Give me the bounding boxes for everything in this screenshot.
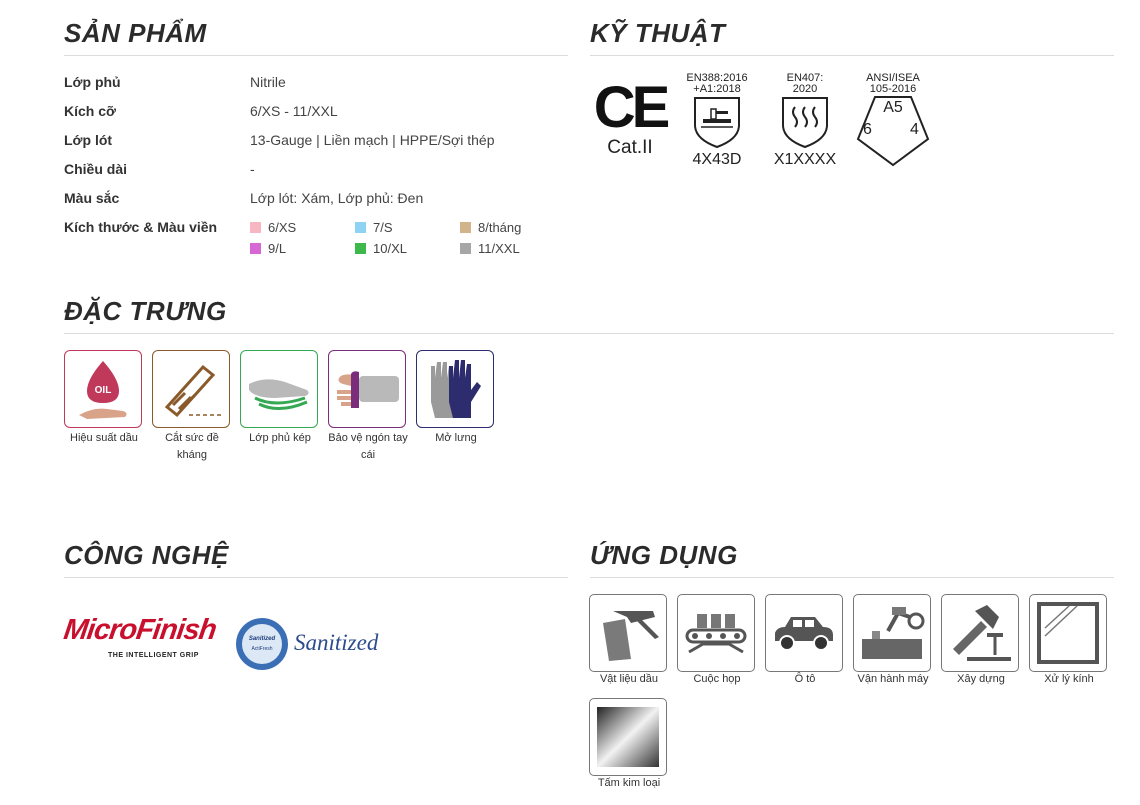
- application-frame: [853, 594, 931, 672]
- swatch-label: 11/XXL: [478, 241, 520, 256]
- spec-label: Kích thước & Màu viền: [64, 219, 218, 235]
- ce-category: Cat.II: [607, 137, 653, 158]
- application-automotive: [765, 594, 845, 685]
- ce-mark: [590, 75, 670, 160]
- application-label: Vật liệu dầu: [599, 673, 659, 685]
- application-machine-operation: [853, 594, 933, 685]
- section-title-applications: ỨNG DỤNG: [590, 540, 738, 570]
- divider: [64, 55, 568, 56]
- ce-logo-icon: CE: [593, 75, 667, 140]
- application-frame: [677, 594, 755, 672]
- feature-label: Mở lưng: [435, 432, 477, 444]
- sanitized-badge-bottom: ActiFresh: [251, 646, 273, 652]
- sanitized-badge-inner: [242, 624, 282, 664]
- section-title-technical: KỸ THUẬT: [590, 18, 726, 48]
- ansi-badge: [855, 73, 931, 167]
- section-title-technology: CÔNG NGHỆ: [64, 540, 229, 570]
- size-swatch-9l: [250, 241, 286, 256]
- swatch-color: [250, 243, 261, 254]
- hammer-icon: [947, 603, 1013, 663]
- application-label: Tấm kim loại: [597, 777, 661, 789]
- application-glass-handling: [1029, 594, 1109, 685]
- size-swatch-6xs: [250, 220, 296, 235]
- en388-code: 4X43D: [692, 151, 742, 168]
- oil-drop-hand-icon: [73, 357, 133, 421]
- feature-double-coating: [240, 350, 320, 447]
- application-assembly: [677, 594, 757, 685]
- application-label: Ô tô: [794, 673, 816, 685]
- shield-hammer-icon: [691, 95, 743, 149]
- sheet-metal-icon: [595, 705, 661, 769]
- application-frame: [589, 594, 667, 672]
- application-construction: [941, 594, 1021, 685]
- sanitized-badge-top: Sanitized: [248, 636, 276, 642]
- application-label: Cuộc họp: [693, 673, 741, 685]
- spec-row-size: [64, 103, 564, 125]
- spec-row-coating: [64, 74, 564, 96]
- swatch-color: [460, 243, 471, 254]
- application-frame: [941, 594, 1019, 672]
- en388-amendment: +A1:2018: [693, 83, 741, 95]
- en407-badge: [770, 73, 840, 169]
- application-label: Vận hành máy: [857, 673, 929, 685]
- feature-oil-performance: [64, 350, 144, 447]
- application-label: Xây dựng: [957, 673, 1005, 685]
- feature-frame: [64, 350, 142, 428]
- ansi-pentagon: [855, 95, 931, 167]
- microfinish-tagline: THE INTELLIGENT GRIP: [108, 652, 199, 659]
- en388-badge: [682, 73, 752, 169]
- car-icon: [771, 613, 837, 653]
- swatch-label: 6/XS: [268, 220, 297, 235]
- feature-label: Bảo vệ ngón tay cái: [328, 432, 408, 461]
- application-frame: [1029, 594, 1107, 672]
- feature-frame: [152, 350, 230, 428]
- cut-resistance-icon: [159, 357, 223, 421]
- spec-label: Màu sắc: [64, 190, 120, 206]
- swatch-color: [460, 222, 471, 233]
- ansi-year: 105-2016: [869, 83, 917, 95]
- open-back-glove-icon: [425, 356, 485, 422]
- sanitized-wordmark: Sanitized: [294, 630, 379, 655]
- feature-cut-resistance: [152, 350, 232, 464]
- feature-label: Hiệu suất dầu: [70, 432, 138, 444]
- spec-label: Chiều dài: [64, 161, 128, 177]
- spec-value: Lớp lót: Xám, Lớp phủ: Đen: [250, 190, 424, 206]
- ansi-standard: ANSI/ISEA: [866, 72, 920, 84]
- feature-label: Cắt sức đề kháng: [165, 432, 219, 461]
- feature-thumb-protection: [328, 350, 408, 464]
- feature-frame: [240, 350, 318, 428]
- thumb-protection-icon: [333, 364, 401, 414]
- spec-label: Lớp phủ: [64, 74, 121, 90]
- shield-heat-icon: [779, 95, 831, 149]
- section-title-features: ĐẶC TRƯNG: [64, 296, 227, 326]
- application-label: Xử lý kính: [1044, 673, 1094, 685]
- feature-open-back: [416, 350, 496, 447]
- feature-frame: [328, 350, 406, 428]
- en407-standard: EN407:: [786, 72, 824, 84]
- spec-value: Nitrile: [250, 74, 286, 90]
- en388-standard: EN388:2016: [686, 72, 748, 84]
- spec-value: 13-Gauge | Liền mạch | HPPE/Sợi thép: [250, 132, 495, 148]
- spec-label: Lớp lót: [64, 132, 113, 148]
- swatch-label: 7/S: [373, 220, 393, 235]
- swatch-color: [355, 222, 366, 233]
- feature-label: Lớp phủ kép: [249, 432, 311, 444]
- en407-code: X1XXXX: [773, 151, 837, 168]
- en407-year: 2020: [792, 83, 818, 95]
- application-sheet-metal: [589, 698, 669, 789]
- spec-row-liner: [64, 132, 564, 154]
- oil-can-icon: [595, 603, 661, 663]
- size-swatch-10xl: [355, 241, 407, 256]
- glass-handling-icon: [1035, 600, 1101, 666]
- microfinish-logo: [61, 614, 226, 670]
- divider: [590, 55, 1114, 56]
- spec-value: -: [250, 161, 255, 177]
- application-frame: [765, 594, 843, 672]
- machine-operation-icon: [858, 603, 926, 663]
- double-coating-icon: [245, 364, 313, 414]
- divider: [590, 577, 1114, 578]
- size-swatch-7s: [355, 220, 393, 235]
- svg-text:OIL: OIL: [94, 385, 112, 396]
- divider: [64, 333, 1114, 334]
- spec-row-length: [64, 161, 564, 183]
- size-swatch-8m: [460, 220, 521, 235]
- swatch-color: [250, 222, 261, 233]
- sanitized-badge: [236, 618, 288, 670]
- feature-frame: [416, 350, 494, 428]
- ansi-cut-level: A5: [883, 99, 903, 116]
- conveyor-assembly-icon: [683, 608, 749, 658]
- divider: [64, 577, 568, 578]
- swatch-label: 10/XL: [373, 241, 407, 256]
- section-title-product: SẢN PHẨM: [64, 18, 207, 48]
- swatch-color: [355, 243, 366, 254]
- microfinish-name: MicroFinish: [61, 614, 218, 646]
- spec-row-color: [64, 190, 564, 212]
- size-swatch-11xxl: [460, 241, 520, 256]
- application-oil-materials: [589, 594, 669, 685]
- swatch-label: 9/L: [268, 241, 287, 256]
- swatch-label: 8/tháng: [478, 220, 522, 235]
- ansi-puncture-level: 6: [863, 121, 872, 138]
- application-frame: [589, 698, 667, 776]
- spec-value: 6/XS - 11/XXL: [250, 103, 338, 119]
- ansi-abrasion-level: 4: [910, 121, 919, 138]
- spec-label: Kích cỡ: [64, 103, 116, 119]
